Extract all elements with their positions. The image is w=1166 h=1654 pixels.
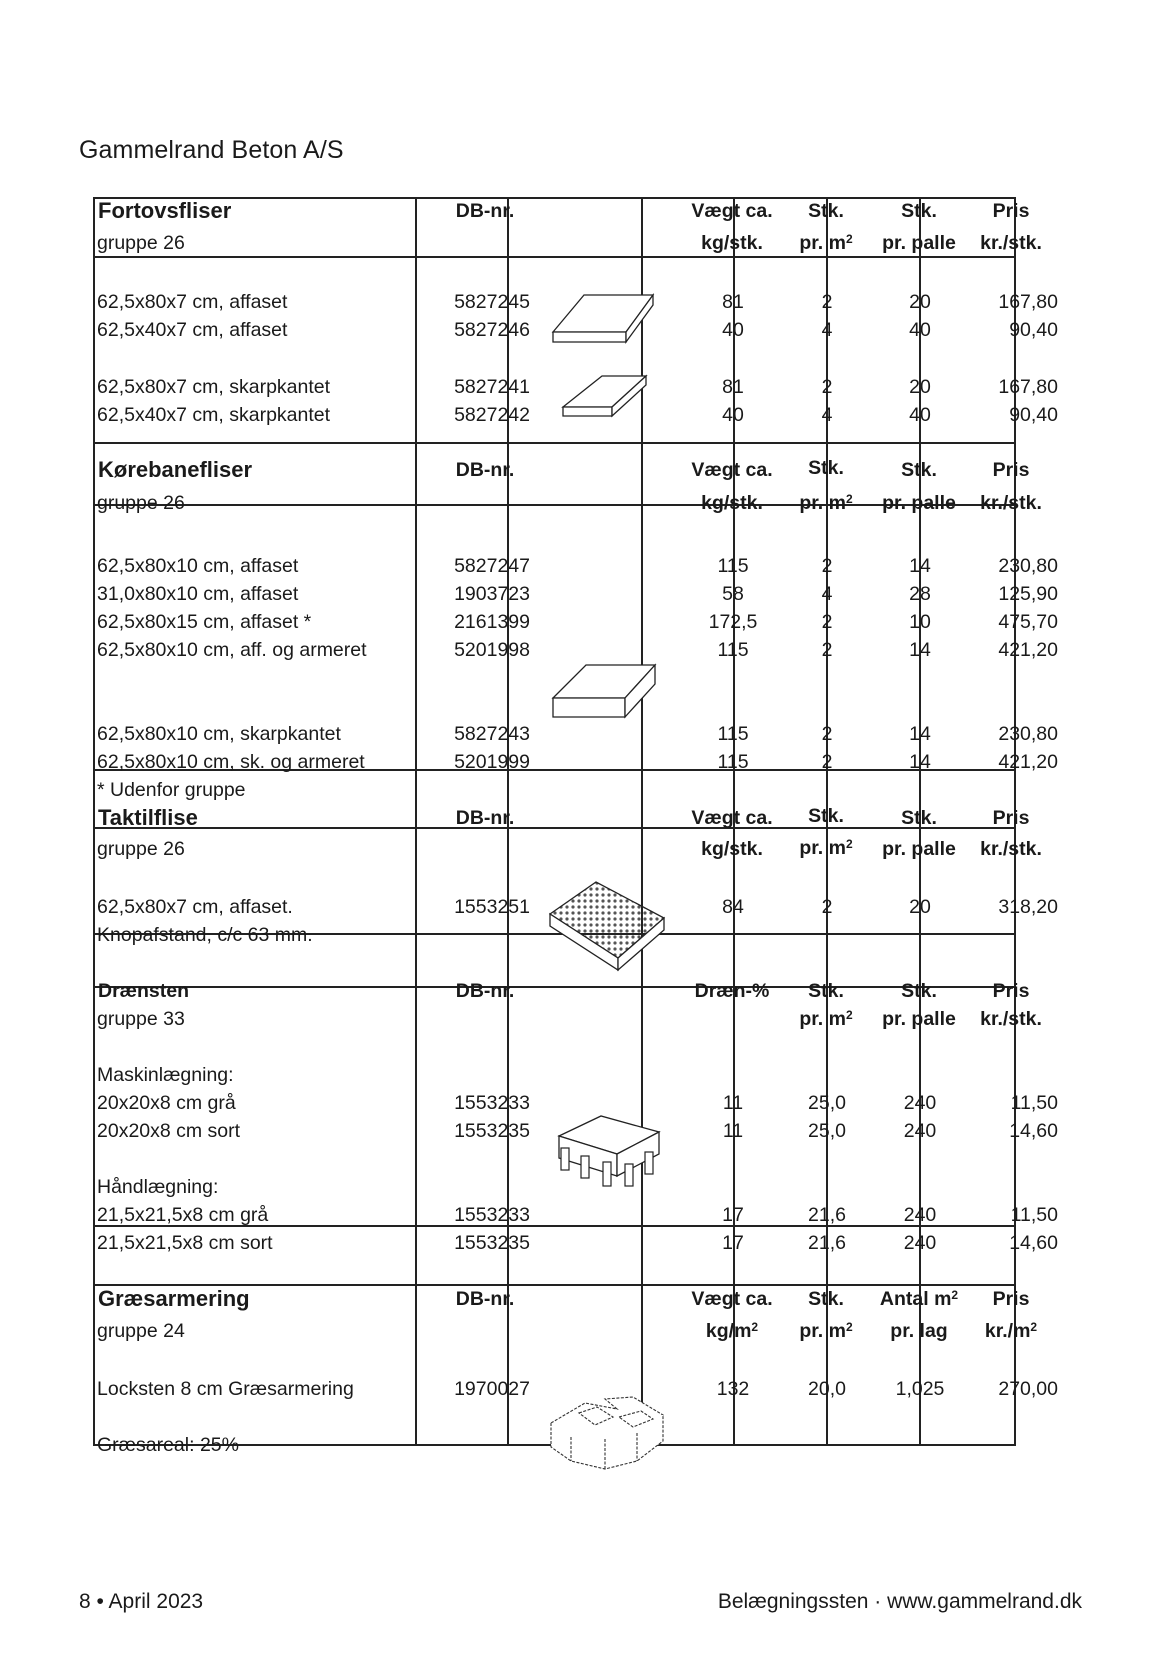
header-vaegt: Vægt ca. (691, 807, 773, 829)
header-stk: Stk. (901, 459, 937, 481)
header-db: DB-nr. (455, 807, 515, 829)
row-palle: 240 (903, 1204, 937, 1226)
header-kgm2: $kg/m^2$ (705, 1320, 759, 1342)
header-vaegt: Vægt ca. (691, 200, 773, 222)
row-palle: 40 (909, 319, 931, 341)
row-desc: 21,5x21,5x8 cm grå (97, 1204, 269, 1226)
row-db: 5827243 (454, 723, 530, 745)
row-pris: 14,60 (1009, 1232, 1058, 1254)
section-group: gruppe 26 (97, 492, 185, 514)
row-db: 2161399 (454, 611, 530, 633)
section-group: gruppe 26 (97, 232, 185, 254)
row-divider (93, 827, 1016, 829)
row-palle: 10 (909, 611, 931, 633)
header-krstk: kr./stk. (980, 232, 1042, 254)
row-m2: 2 (821, 896, 833, 918)
row-m2: 4 (821, 404, 833, 426)
row-m2: 4 (821, 583, 833, 605)
col-divider (415, 197, 417, 1446)
row-m2: 21,6 (808, 1232, 846, 1254)
row-palle: 14 (909, 723, 931, 745)
section-title-fortov: Fortovsfliser (98, 198, 232, 223)
row-pris: 167,80 (998, 291, 1058, 313)
row-pris: 421,20 (998, 751, 1058, 773)
row-db: 1553251 (454, 896, 530, 918)
row-desc: 62,5x80x10 cm, sk. og armeret (97, 751, 365, 773)
header-pris: Pris (992, 1288, 1030, 1310)
row-db: 5827247 (454, 555, 530, 577)
row-db: 1553233 (454, 1092, 530, 1114)
row-m2: 4 (821, 319, 833, 341)
row-m2: 21,6 (808, 1204, 846, 1226)
section-title-graes: Græsarmering (98, 1286, 250, 1311)
row-m2: 2 (821, 723, 833, 745)
header-db: DB-nr. (455, 200, 515, 222)
slab-skarpkantet-image (560, 373, 660, 428)
row-db: 5827242 (454, 404, 530, 426)
row-m2: 25,0 (808, 1092, 846, 1114)
header-prlag: pr. lag (890, 1320, 948, 1342)
row-desc: Locksten 8 cm Græsarmering (97, 1378, 354, 1400)
header-prm2: pr. $m^2$ (799, 837, 853, 859)
drain-stone-image (555, 1114, 665, 1194)
section-group: gruppe 26 (97, 838, 185, 860)
header-antal: Antal $m^2$ (879, 1288, 959, 1310)
header-stk: Stk. (901, 200, 937, 222)
row-m2: 2 (821, 611, 833, 633)
row-m2: 2 (821, 555, 833, 577)
row-weight: 115 (717, 751, 749, 773)
header-pris: Pris (992, 459, 1030, 481)
row-m2: 25,0 (808, 1120, 846, 1142)
header-stk: Stk. (901, 807, 937, 829)
row-palle: 20 (909, 376, 931, 398)
row-pris: 125,90 (998, 583, 1058, 605)
header-pris: Pris (992, 980, 1030, 1002)
row-pris: 90,40 (1009, 404, 1058, 426)
row-pris: 167,80 (998, 376, 1058, 398)
row-desc: 62,5x80x7 cm, affaset (97, 291, 288, 313)
row-pris: 14,60 (1009, 1120, 1058, 1142)
header-prpalle: pr. palle (882, 232, 956, 254)
row-desc: 20x20x8 cm grå (97, 1092, 236, 1114)
grass-paver-image (545, 1395, 670, 1480)
row-desc: 31,0x80x10 cm, affaset (97, 583, 299, 605)
header-prpalle: pr. palle (882, 492, 956, 514)
row-weight: 172,5 (708, 611, 758, 633)
subheading-maskin: Maskinlægning: (97, 1064, 234, 1086)
row-desc: 62,5x40x7 cm, affaset (97, 319, 288, 341)
row-pris: 421,20 (998, 639, 1058, 661)
header-pris: Pris (992, 807, 1030, 829)
row-palle: 20 (909, 896, 931, 918)
row-divider (93, 442, 1016, 444)
row-weight: 81 (722, 291, 744, 313)
row-weight: 40 (722, 404, 744, 426)
row-db: 5827245 (454, 291, 530, 313)
header-db: DB-nr. (455, 980, 515, 1002)
row-weight: 40 (722, 319, 744, 341)
row-desc: 62,5x80x15 cm, affaset * (97, 611, 312, 633)
header-vaegt: Vægt ca. (691, 459, 773, 481)
row-palle: 14 (909, 555, 931, 577)
row-pris: 11,50 (1010, 1204, 1058, 1226)
row-m2: 2 (821, 291, 833, 313)
header-stk: Stk. (808, 805, 844, 827)
row-pris: 11,50 (1010, 1092, 1058, 1114)
header-kgstk: kg/stk. (701, 838, 763, 860)
row-desc: 62,5x80x10 cm, affaset (97, 555, 299, 577)
row-divider (93, 256, 1016, 258)
row-weight: 58 (722, 583, 744, 605)
row-db: 1903723 (454, 583, 530, 605)
row-weight: 115 (717, 639, 749, 661)
header-kgstk: kg/stk. (701, 232, 763, 254)
footer-site: Belægningssten · www.gammelrand.dk (717, 1590, 1082, 1613)
header-stk: Stk. (901, 980, 937, 1002)
header-stk: Stk. (808, 980, 844, 1002)
row-lag: 1,025 (895, 1378, 945, 1400)
row-desc-note: Græsareal: 25% (97, 1434, 239, 1456)
footnote: * Udenfor gruppe (97, 779, 246, 801)
row-pris: 230,80 (998, 555, 1058, 577)
header-krm2: $kr./m^2$ (984, 1320, 1038, 1342)
section-title-draen: Drænsten (98, 980, 190, 1002)
header-stk: Stk. (808, 457, 844, 479)
row-desc-note: Knopafstand, c/c 63 mm. (97, 924, 313, 946)
header-pris: Pris (992, 200, 1030, 222)
row-weight: 132 (716, 1378, 750, 1400)
row-desc: 62,5x80x7 cm, affaset. (97, 896, 293, 918)
header-draen: Dræn-% (694, 980, 770, 1002)
header-kgstk: kg/stk. (701, 492, 763, 514)
row-db: 5201998 (454, 639, 530, 661)
row-pris: 475,70 (998, 611, 1058, 633)
row-desc: 62,5x80x10 cm, skarpkantet (97, 723, 341, 745)
row-db: 5201999 (454, 751, 530, 773)
row-draen: 11 (722, 1092, 744, 1114)
header-vaegt: Vægt ca. (691, 1288, 773, 1310)
row-db: 1553233 (454, 1204, 530, 1226)
row-palle: 14 (909, 639, 931, 661)
tactile-tile-image (546, 880, 666, 972)
row-palle: 28 (909, 583, 931, 605)
row-desc: 20x20x8 cm sort (97, 1120, 241, 1142)
slab-affaset-image (550, 292, 660, 352)
row-pris: 318,20 (998, 896, 1058, 918)
section-group: gruppe 24 (97, 1320, 185, 1342)
row-desc: 62,5x80x10 cm, aff. og armeret (97, 639, 367, 661)
row-pris: 230,80 (998, 723, 1058, 745)
header-prm2: pr. $m^2$ (799, 1008, 853, 1030)
subheading-haand: Håndlægning: (97, 1176, 219, 1198)
row-draen: 17 (722, 1232, 744, 1254)
row-m2: 20,0 (808, 1378, 846, 1400)
header-prpalle: pr. palle (882, 1008, 956, 1030)
row-draen: 17 (722, 1204, 744, 1226)
row-palle: 20 (909, 291, 931, 313)
row-divider (93, 986, 1016, 988)
row-palle: 14 (909, 751, 931, 773)
row-db: 1970027 (454, 1378, 530, 1400)
row-palle: 40 (909, 404, 931, 426)
row-desc: 21,5x21,5x8 cm sort (97, 1232, 273, 1254)
header-stk: Stk. (808, 1288, 844, 1310)
header-prm2: pr. $m^2$ (799, 1320, 853, 1342)
header-krstk: kr./stk. (980, 838, 1042, 860)
row-weight: 84 (722, 896, 744, 918)
header-prm2: pr. $m^2$ (799, 492, 853, 514)
row-db: 5827241 (454, 376, 530, 398)
row-db: 1553235 (454, 1120, 530, 1142)
row-db: 1553235 (454, 1232, 530, 1254)
section-group: gruppe 33 (97, 1008, 185, 1030)
header-prpalle: pr. palle (882, 838, 956, 860)
slab-thick-image (550, 662, 660, 722)
row-palle: 240 (903, 1120, 937, 1142)
header-krstk: kr./stk. (980, 492, 1042, 514)
row-db: 5827246 (454, 319, 530, 341)
footer-page-date: 8 • April 2023 (79, 1590, 204, 1613)
row-divider (93, 504, 1016, 506)
row-m2: 2 (821, 376, 833, 398)
header-prm2: pr. $m^2$ (799, 232, 853, 254)
row-desc: 62,5x80x7 cm, skarpkantet (97, 376, 331, 398)
header-krstk: kr./stk. (980, 1008, 1042, 1030)
row-pris: 90,40 (1009, 319, 1058, 341)
row-pris: 270,00 (998, 1378, 1058, 1400)
company-title: Gammelrand Beton A/S (79, 136, 344, 164)
header-stk: Stk. (808, 200, 844, 222)
row-weight: 115 (717, 723, 749, 745)
row-m2: 2 (821, 639, 833, 661)
row-desc: 62,5x40x7 cm, skarpkantet (97, 404, 331, 426)
row-m2: 2 (821, 751, 833, 773)
row-weight: 115 (717, 555, 749, 577)
section-title-koere: Kørebanefliser (98, 457, 253, 482)
header-db: DB-nr. (455, 1288, 515, 1310)
row-palle: 240 (903, 1232, 937, 1254)
section-title-takt: Taktilflise (98, 805, 198, 830)
row-palle: 240 (903, 1092, 937, 1114)
header-db: DB-nr. (455, 459, 515, 481)
row-weight: 81 (722, 376, 744, 398)
row-draen: 11 (722, 1120, 744, 1142)
